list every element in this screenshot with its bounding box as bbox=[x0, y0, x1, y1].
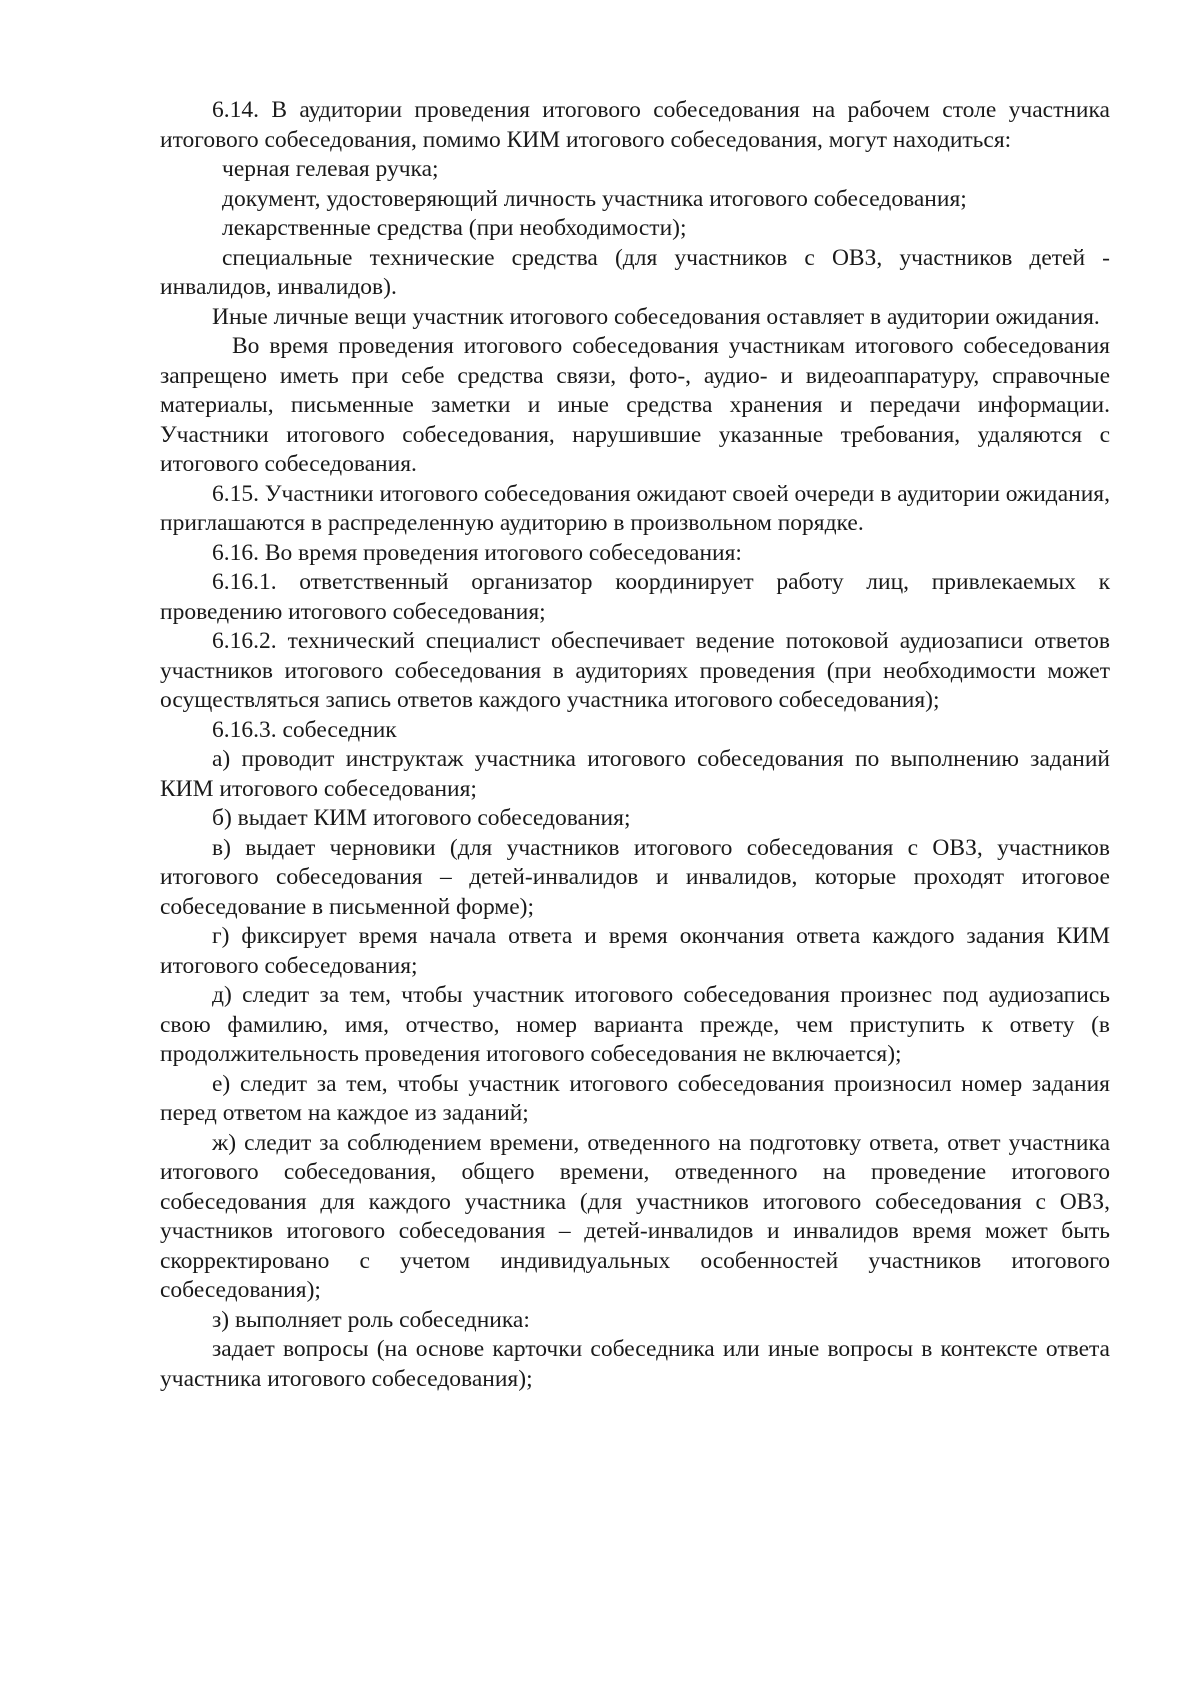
paragraph-personal-items: Иные личные вещи участник итогового собеседования оставляет в аудитории ожидания. bbox=[212, 303, 1100, 330]
paragraph-6-16: 6.16. Во время проведения итогового собеседования: bbox=[212, 539, 742, 566]
list-item-id-document: документ, удостоверяющий личность участника итогового собеседования; bbox=[222, 185, 967, 212]
paragraph-item-z: з) выполняет роль собеседника: bbox=[212, 1306, 530, 1333]
list-item-medicine: лекарственные средства (при необходимости); bbox=[222, 215, 687, 241]
paragraph-6-15: 6.15. Участники итогового собеседования ожидают своей очереди в аудитории ожидания, приглашаются в распределенную аудиторию в произвольном порядке. bbox=[160, 480, 1110, 536]
paragraph-item-v: в) выдает черновики (для участников итогового собеседования с ОВЗ, участников итогового собеседования – детей-инвалидов и инвалидов, которые проходят итоговое собеседование в письменной форме); bbox=[160, 834, 1110, 920]
paragraph-6-16-2: 6.16.2. технический специалист обеспечивает ведение потоковой аудиозаписи ответов участников итогового собеседования в аудиториях проведения (при необходимости может осуществляться запись ответов каждого участника итогового собеседования); bbox=[160, 628, 1110, 713]
paragraph-6-16-1: 6.16.1. ответственный организатор координирует работу лиц, привлекаемых к проведению итогового собеседования; bbox=[160, 569, 1110, 625]
paragraph-item-a: а) проводит инструктаж участника итогового собеседования по выполнению заданий КИМ итогового собеседования; bbox=[160, 746, 1110, 802]
paragraph-item-zh: ж) следит за соблюдением времени, отведенного на подготовку ответа, ответ участника итогового собеседования, общего времени, отведенного на проведение итогового собеседования для каждого участника (для участников итогового собеседования с ОВЗ, участников итогового собеседования – детей-инвалидов и инвалидов время может быть скорректировано с учетом индивидуальных особенностей участников итогового собеседования); bbox=[160, 1129, 1110, 1303]
paragraph-prohibitions: Во время проведения итогового собеседования участникам итогового собеседования запрещено иметь при себе средства связи, фото-, аудио- и видеоаппаратуру, справочные материалы, письменные заметки и иные средства хранения и передачи информации. Участники итогового собеседования, нарушившие указанные требования, удаляются с итогового собеседования. bbox=[160, 333, 1110, 477]
paragraph-item-g: г) фиксирует время начала ответа и время окончания ответа каждого задания КИМ итогового собеседования; bbox=[160, 923, 1110, 979]
list-item-pen: черная гелевая ручка; bbox=[222, 156, 439, 182]
paragraph-asks-questions: задает вопросы (на основе карточки собеседника или иные вопросы в контексте ответа участника итогового собеседования); bbox=[160, 1336, 1110, 1392]
paragraph-6-14: 6.14. В аудитории проведения итогового собеседования на рабочем столе участника итогового собеседования, помимо КИМ итогового собеседования, могут находиться: bbox=[160, 97, 1110, 153]
paragraph-6-16-3: 6.16.3. собеседник bbox=[212, 716, 397, 743]
paragraph-item-e: е) следит за тем, чтобы участник итогового собеседования произносил номер задания перед ответом на каждое из заданий; bbox=[160, 1070, 1110, 1126]
list-item-special-means: специальные технические средства (для участников с ОВЗ, участников детей - инвалидов, инвалидов). bbox=[160, 244, 1110, 300]
paragraph-item-b: б) выдает КИМ итогового собеседования; bbox=[212, 805, 631, 831]
paragraph-item-d: д) следит за тем, чтобы участник итогового собеседования произнес под аудиозапись свою фамилию, имя, отчество, номер варианта прежде, чем приступить к ответу (в продолжительность проведения итогового собеседования не включается); bbox=[160, 982, 1110, 1067]
